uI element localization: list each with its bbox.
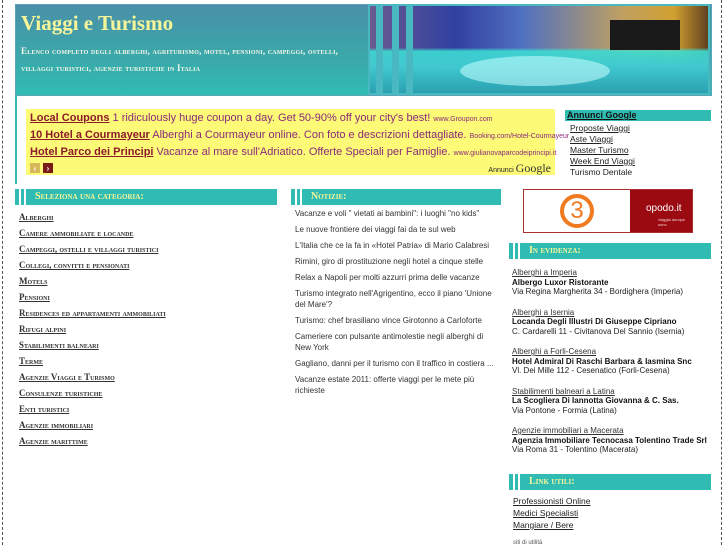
category-link[interactable]: Stabilimenti balneari: [19, 340, 99, 350]
evidenza-name: Hotel Admiral Di Raschi Barbara & Iasmina Snc: [512, 356, 692, 366]
category-link[interactable]: Collegi, convitti e pensionati: [19, 260, 130, 270]
number-circle-icon: 3: [560, 194, 594, 228]
evidenza-name: Albergo Luxor Ristorante: [512, 277, 609, 287]
evidenza-category-link[interactable]: Agenzie immobiliari a Macerata: [512, 426, 624, 435]
useful-link[interactable]: Mangiare / Bere: [513, 520, 574, 530]
decorative-stripe: [406, 6, 413, 93]
category-list: [19, 210, 166, 450]
useful-link[interactable]: Medici Specialisti: [513, 508, 579, 518]
ad-title[interactable]: 10 Hotel a Courmayeur: [30, 129, 150, 141]
ad-text: 1 ridiculously huge coupon a day. Get 50-90% off your city's best!: [112, 112, 431, 124]
news-item[interactable]: Cameriere con pulsante antimolestie negli alberghi di New York: [295, 332, 484, 352]
evidenza-name: Agenzia Immobiliare Tecnocasa Tolentino Trade Srl: [512, 435, 707, 445]
banner-right: [630, 190, 692, 232]
evidenza-item: [512, 347, 707, 376]
news-item[interactable]: L'Italia che ce la fa in «Hotel Patria» di Mario Calabresi: [295, 241, 490, 250]
ads-by-google[interactable]: [488, 161, 551, 176]
annunci-google-box: [565, 110, 711, 178]
link-utili-list: [513, 495, 590, 531]
ads-label: Annunci: [488, 167, 514, 174]
news-heading: Notizie:: [291, 189, 501, 205]
news-item[interactable]: Relax a Napoli per molti azzurri prima delle vacanze: [295, 273, 480, 282]
chevron-right-icon[interactable]: ›: [43, 163, 53, 173]
image-glow: [460, 56, 610, 86]
category-link[interactable]: Terme: [19, 356, 44, 366]
evidenza-address: Via Roma 31 - Tolentino (Macerata): [512, 445, 638, 454]
annunci-link[interactable]: Aste Viaggi: [570, 134, 613, 144]
category-link[interactable]: Agenzie immobiliari: [19, 420, 94, 430]
opodo-banner[interactable]: [523, 189, 693, 233]
evidenza-address: Via Pontone - Formia (Latina): [512, 405, 617, 415]
evidenza-address: Vl. Dei Mille 112 - Cesenatico (Forli-Cesena): [512, 366, 670, 375]
ad-nav: [30, 163, 53, 173]
category-link[interactable]: Motels: [19, 276, 48, 286]
link-utili-heading: Link utili:: [509, 474, 711, 490]
image-window: [610, 20, 680, 50]
ad-text: Vacanze al mare sull'Adriatico. Offerte Speciali per Famiglie.: [156, 146, 451, 158]
useful-link[interactable]: Professionisti Online: [513, 496, 591, 506]
evidenza-category-link[interactable]: Alberghi a Imperia: [512, 268, 577, 277]
news-item[interactable]: Turismo integrato nell'Agrigentino, ecco il piano 'Unione del Mare'?: [295, 289, 492, 309]
decorative-stripe: [376, 6, 383, 93]
evidenza-heading: In evidenza:: [509, 243, 711, 259]
news-item[interactable]: Vacanze e voli " vietati ai bambini": i luoghi "no kids": [295, 209, 480, 218]
category-link[interactable]: Rifugi alpini: [19, 324, 67, 334]
category-link[interactable]: Campeggi, ostelli e villaggi turistici: [19, 244, 159, 254]
evidenza-item: [512, 426, 707, 455]
category-link[interactable]: Residences ed appartamenti ammobiliati: [19, 308, 166, 318]
ad-title[interactable]: Hotel Parco dei Principi: [30, 146, 154, 158]
annunci-link[interactable]: Proposte Viaggi: [570, 123, 630, 133]
evidenza-address: C. Cardarelli 11 - Civitanova Del Sannio (Isernia): [512, 326, 685, 336]
opodo-logo: opodo.it: [646, 203, 682, 214]
ad-item[interactable]: [30, 146, 556, 158]
decorative-bar: [15, 96, 17, 184]
annunci-heading[interactable]: Annunci Google: [565, 110, 711, 121]
annunci-link[interactable]: Master Turismo: [570, 145, 629, 155]
ad-url[interactable]: Booking.com/Hotel-Courmayeur: [469, 133, 570, 140]
chevron-left-icon[interactable]: ‹: [30, 163, 40, 173]
pool-header-image: [368, 4, 710, 95]
ad-url[interactable]: www.giulianovaparcodeiprincipi.it: [453, 150, 557, 157]
ad-url[interactable]: www.Groupon.com: [433, 116, 493, 123]
site-title[interactable]: Viaggi e Turismo: [21, 11, 174, 35]
news-item[interactable]: Turismo: chef brasiliano vince Girotonno a Carloforte: [295, 316, 482, 325]
evidenza-item: [512, 308, 707, 337]
category-link[interactable]: Alberghi: [19, 212, 54, 222]
google-ads-box: [26, 109, 570, 175]
news-item[interactable]: Le nuove frontiere dei viaggi fai da te sul web: [295, 225, 456, 234]
decorative-stripe: [392, 6, 399, 93]
category-link[interactable]: Pensioni: [19, 292, 50, 302]
ad-text: Alberghi a Courmayeur online. Con foto e descrizioni dettagliate.: [152, 129, 467, 141]
evidenza-address: Via Regina Margherita 34 - Bordighera (Imperia): [512, 287, 684, 296]
evidenza-item: [512, 268, 707, 297]
evidenza-item: [512, 387, 707, 416]
ad-item[interactable]: [30, 112, 493, 124]
category-link[interactable]: Agenzie marittime: [19, 436, 88, 446]
evidenza-category-link[interactable]: Alberghi a Forli-Cesena: [512, 347, 597, 356]
categories-heading: Seleziona una categoria:: [15, 189, 277, 205]
news-item[interactable]: Gagliano, danni per il turismo con il traffico in costiera ...: [295, 359, 494, 368]
annunci-link[interactable]: Week End Viaggi: [570, 156, 635, 166]
cut-off-text: siti di utilità: [513, 540, 543, 545]
news-item[interactable]: Vacanze estate 2011: offerte viaggi per le mete più richieste: [295, 375, 475, 395]
opodo-tagline: viaggia dunque sono: [658, 217, 686, 227]
news-list: [295, 208, 500, 401]
banner-left: [524, 190, 630, 232]
annunci-list: [565, 121, 711, 178]
category-link[interactable]: Camere ammobiliate e locande: [19, 228, 134, 238]
category-link[interactable]: Enti turistici: [19, 404, 70, 414]
evidenza-name: Locanda Degli Illustri Di Giuseppe Cipriano: [512, 317, 677, 326]
evidenza-name: La Scogliera Di Iannotta Giovanna & C. Sas.: [512, 396, 679, 405]
evidenza-category-link[interactable]: Alberghi a Isernia: [512, 307, 575, 317]
news-item[interactable]: Rimini, giro di prostituzione negli hotel a cinque stelle: [295, 257, 484, 266]
site-subtitle: Elenco completo degli alberghi, agriturismo, motel, pensioni, campeggi, ostelli, villaggi turistici, agenzie turistiche in Italia: [21, 46, 339, 73]
google-logo: Google: [515, 161, 551, 175]
annunci-link[interactable]: Turismo Dentale: [570, 167, 633, 177]
evidenza-category-link[interactable]: Stabilimenti balneari a Latina: [512, 386, 615, 396]
evidenza-list: [512, 268, 707, 466]
ad-title[interactable]: Local Coupons: [30, 112, 110, 124]
ad-item[interactable]: [30, 129, 569, 141]
category-link[interactable]: Consulenze turistiche: [19, 388, 103, 398]
category-link[interactable]: Agenzie Viaggi e Turismo: [19, 372, 115, 382]
